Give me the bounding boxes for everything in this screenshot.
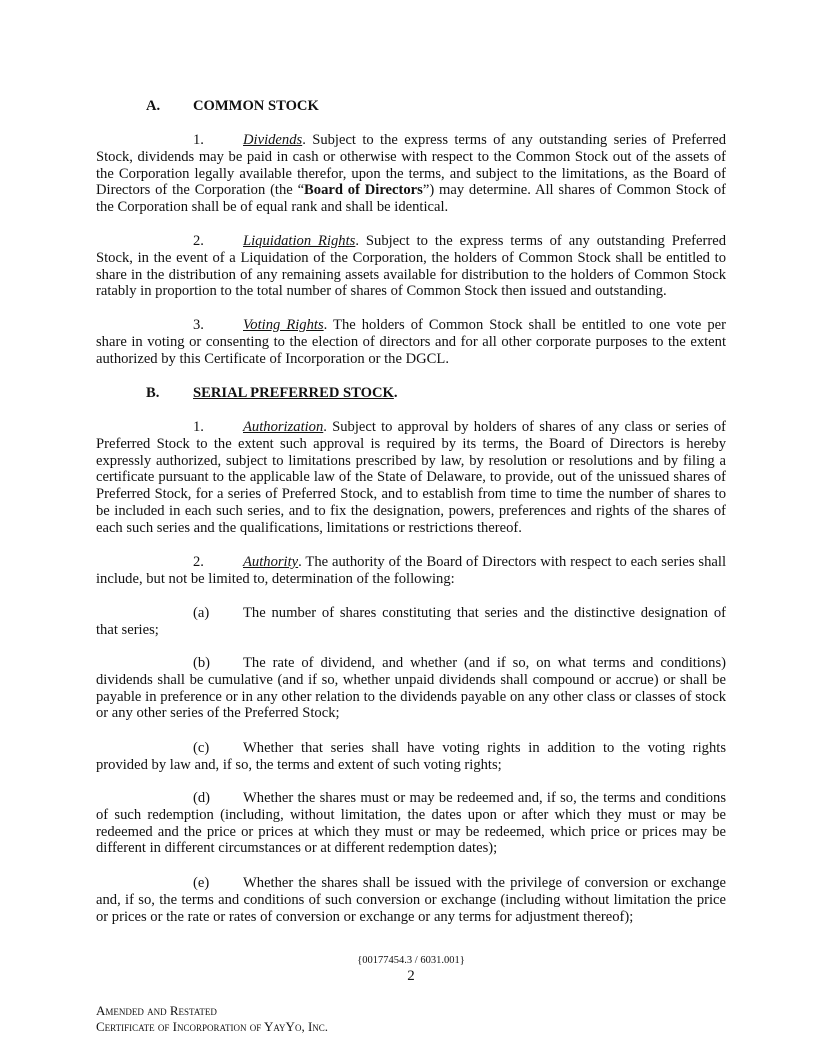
paragraph-heading: Dividends [243, 132, 303, 148]
paragraph-heading: Authority [243, 554, 299, 570]
section-b-title-wrap [193, 385, 398, 402]
list-item-text: Whether that series shall have voting rights in addition to the voting rights provided by law and, if so, the terms and extent of such voting rights; [96, 740, 726, 773]
document-footer [96, 1003, 328, 1035]
paragraph-number: 2. [193, 554, 204, 570]
section-b-letter: B. [146, 385, 160, 401]
paragraph-heading: Authorization [243, 419, 324, 435]
paragraph-body: . Subject to the express terms of any outstanding series of Preferred Stock, dividends may be paid in cash or otherwise with respect to the Common Stock out of the assets of the Corporation legally available therefor, upon the terms, and subject to the limitations, as the Board of Directors of the Corporation (the “ [96, 132, 726, 199]
paragraph-number: 1. [193, 132, 204, 148]
section-b-title-period: . [393, 385, 398, 401]
paragraph-body-tail: ”) may determine. All shares of Common Stock of the Corporation shall be of equal rank and shall be identical. [96, 182, 727, 216]
list-item-label: (b) [193, 655, 211, 671]
list-item-a [96, 605, 726, 639]
paragraph-body: . Subject to the express terms of any outstanding Preferred Stock, in the event of a Liquidation of the Corporation, the holders of Common Stock shall be entitled to share in the distribution of any remaining assets available for distribution to the holders of Common Stock ratably in proportion to the total number of shares of Common Stock then issued and outstanding. [96, 233, 727, 300]
paragraph-number: 2. [193, 233, 204, 249]
paragraph-body: . The authority of the Board of Directors with respect to each series shall include, but not be limited to, determination of the following: [96, 554, 726, 587]
footer-line-1: Amended and Restated [96, 1003, 217, 1018]
section-a-paragraph-1 [96, 132, 726, 216]
defined-term: Board of Directors [304, 182, 423, 199]
list-item-text: Whether the shares shall be issued with the privilege of conversion or exchange and, if so, the terms and conditions of such conversion or exchange (including without limitation the price or prices or the rate or rates of conversion or exchange or any terms for adjustment thereof); [96, 875, 726, 925]
list-item-text: The rate of dividend, and whether (and if so, on what terms and conditions) dividends shall be cumulative (and if so, whether unpaid dividends shall compound or accrue) or shall be payable in preference or in any other relation to the dividends payable on any other class or classes of stock or any other series of the Preferred Stock; [96, 655, 726, 722]
list-item-label: (a) [193, 605, 210, 621]
section-a-paragraph-2 [96, 233, 726, 300]
section-a-letter: A. [146, 98, 161, 114]
section-b-title: SERIAL PREFERRED STOCK [193, 385, 394, 401]
section-a-paragraph-3 [96, 317, 726, 367]
list-item-text: Whether the shares must or may be redeemed and, if so, the terms and conditions of such redemption (including, without limitation, the dates upon or after which they must or may be redeemed and the price or prices at which they must or may be redeemed, which price or prices may be different in different circumstances or at different redemption dates); [96, 790, 726, 857]
list-item-text: The number of shares constituting that series and the distinctive designation of that series; [96, 605, 726, 638]
paragraph-heading: Liquidation Rights [243, 233, 356, 249]
list-item-b [96, 655, 726, 722]
section-a-title: COMMON STOCK [193, 98, 319, 114]
footer-line-2: Certificate of Incorporation of YayYo, Inc. [96, 1019, 329, 1034]
page-number: 2 [407, 968, 415, 984]
list-item-label: (c) [193, 740, 210, 756]
paragraph-number: 1. [193, 419, 204, 435]
document-id: {00177454.3 / 6031.001} [357, 955, 465, 966]
paragraph-body: . Subject to approval by holders of shares of any class or series of Preferred Stock to the extent such approval is required by its terms, the Board of Directors is hereby expressly authorized, subject to limitations prescribed by law, by resolution or resolutions and by filing a certificate pursuant to the applicable law of the State of Delaware, to provide, out of the unissued shares of Preferred Stock, for a series of Preferred Stock, and to establish from time to time the number of shares to be included in each such series, and to fix the designation, powers, preferences and rights of the shares of each such series and the qualifications, limitations or restrictions thereof. [96, 419, 726, 536]
list-item-e [96, 875, 726, 925]
section-b-paragraph-1 [96, 419, 726, 537]
paragraph-number: 3. [193, 317, 204, 333]
list-item-d [96, 790, 726, 857]
list-item-label: (d) [193, 790, 211, 806]
document-page [96, 0, 726, 1061]
section-b-paragraph-2 [96, 554, 726, 588]
paragraph-heading: Voting Rights [243, 317, 324, 333]
list-item-label: (e) [193, 875, 210, 891]
list-item-c [96, 740, 726, 774]
paragraph-body: . The holders of Common Stock shall be entitled to one vote per share in voting or consenting to the election of directors and for all other corporate purposes to the extent authorized by this Certificate of Incorporation or the DGCL. [96, 317, 726, 367]
